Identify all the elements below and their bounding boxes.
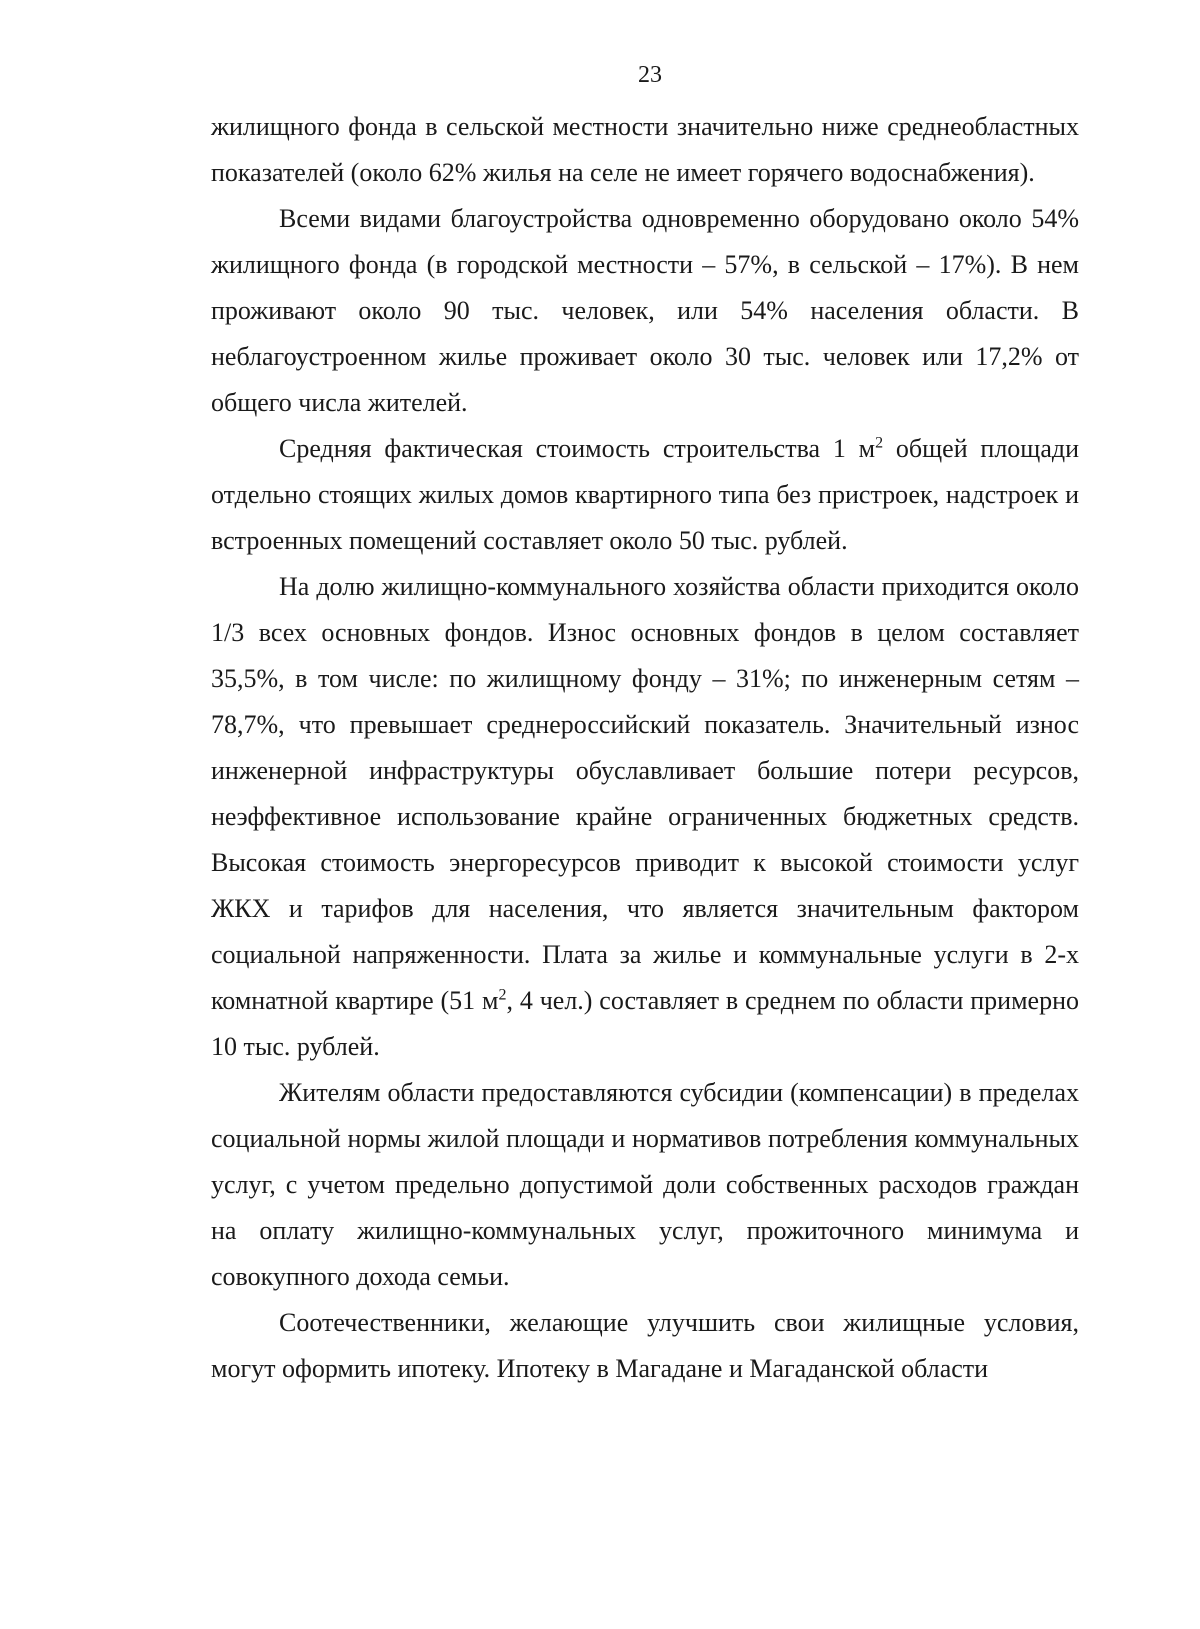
paragraph-3 xyxy=(211,426,1079,564)
superscript-2: 2 xyxy=(875,434,884,452)
paragraph-4-start: На долю жилищно-коммунального хозяйства области приходится около 1/3 всех основных фондов. Износ основных фондов в целом составляет 35,5%, в том числе: по жилищному фонду – 31%; по инженерным сетям – 78,7%, что превышает среднероссийский показатель. Значительный износ инженерной инфраструктуры обуславливает большие потери ресурсов, неэффективное использование крайне ограниченных бюджетных средств. Высокая стоимость энергоресурсов приводит к высокой стоимости услуг ЖКХ и тарифов для населения, что является значительным фактором социальной напряженности. Плата за жилье и коммунальные услуги в 2-х комнатной квартире (51 м xyxy=(211,572,1079,1015)
superscript-2: 2 xyxy=(498,986,507,1004)
paragraph-4-end: , 4 чел.) составляет в среднем по области примерно 10 тыс. рублей. xyxy=(211,986,1079,1061)
paragraph-3-start: Средняя фактическая стоимость строительства 1 м xyxy=(279,434,876,463)
paragraph-1: жилищного фонда в сельской местности значительно ниже среднеобластных показателей (около 62% жилья на селе не имеет горячего водоснабжения). xyxy=(211,112,1079,187)
body-text xyxy=(211,104,1079,1392)
paragraph-2: Всеми видами благоустройства одновременно оборудовано около 54% жилищного фонда (в городской местности – 57%, в сельской – 17%). В нем проживают около 90 тыс. человек, или 54% населения области. В неблагоустроенном жилье проживает около 30 тыс. человек или 17,2% от общего числа жителей. xyxy=(211,204,1079,417)
paragraph-3-end: общей площади отдельно стоящих жилых домов квартирного типа без пристроек, надстроек и встроенных помещений составляет около 50 тыс. рублей. xyxy=(211,434,1079,555)
page-number: 23 xyxy=(638,62,662,88)
paragraph-5: Жителям области предоставляются субсидии (компенсации) в пределах социальной нормы жилой площади и нормативов потребления коммунальных услуг, с учетом предельно допустимой доли собственных расходов граждан на оплату жилищно-коммунальных услуг, прожиточного минимума и совокупного дохода семьи. xyxy=(211,1078,1079,1291)
paragraph-4 xyxy=(211,564,1079,1070)
paragraph-6: Соотечественники, желающие улучшить свои жилищные условия, могут оформить ипотеку. Ипотеку в Магадане и Магаданской области xyxy=(211,1308,1079,1383)
